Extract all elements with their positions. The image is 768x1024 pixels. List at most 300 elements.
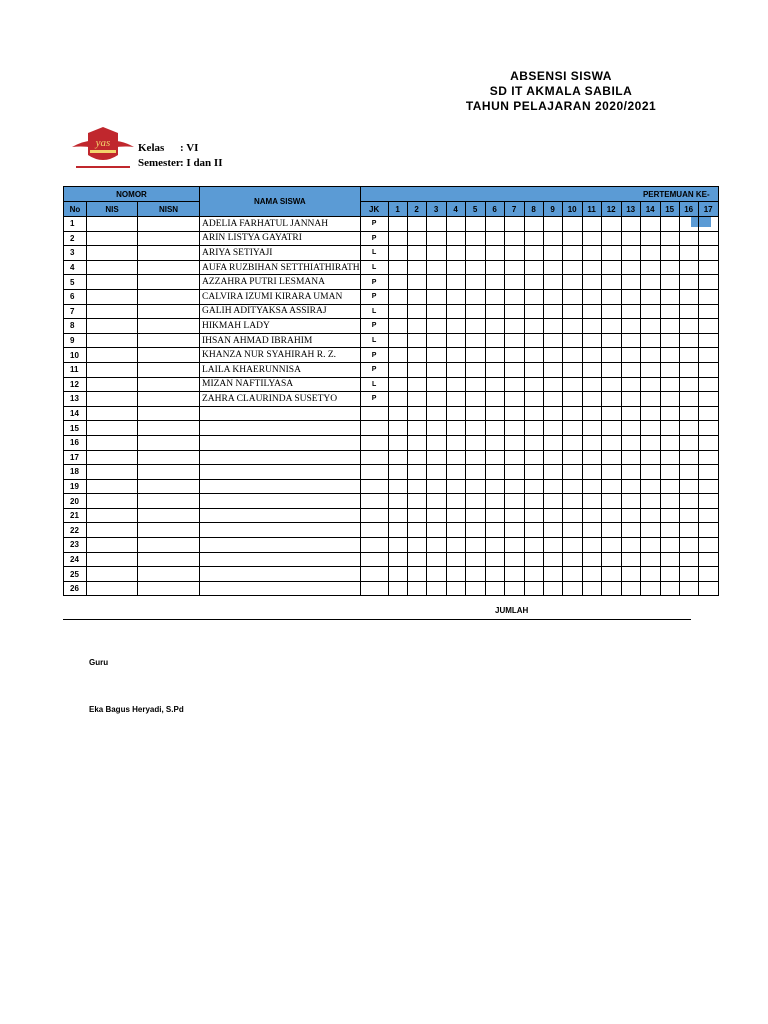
- attendance-cell[interactable]: [524, 465, 543, 480]
- attendance-cell[interactable]: [562, 275, 582, 290]
- attendance-cell[interactable]: [582, 289, 601, 304]
- attendance-cell[interactable]: [698, 538, 718, 553]
- attendance-cell[interactable]: [465, 217, 485, 232]
- attendance-cell[interactable]: [407, 289, 426, 304]
- attendance-cell[interactable]: [698, 465, 718, 480]
- attendance-cell[interactable]: [640, 348, 660, 363]
- attendance-cell[interactable]: [562, 319, 582, 334]
- attendance-cell[interactable]: [446, 552, 465, 567]
- attendance-cell[interactable]: [660, 260, 679, 275]
- attendance-cell[interactable]: [562, 246, 582, 261]
- attendance-cell[interactable]: [640, 465, 660, 480]
- attendance-cell[interactable]: [621, 523, 640, 538]
- attendance-cell[interactable]: [562, 435, 582, 450]
- attendance-cell[interactable]: [621, 392, 640, 407]
- attendance-cell[interactable]: [388, 392, 407, 407]
- attendance-cell[interactable]: [582, 319, 601, 334]
- attendance-cell[interactable]: [621, 377, 640, 392]
- attendance-cell[interactable]: [601, 246, 621, 261]
- attendance-cell[interactable]: [543, 552, 562, 567]
- attendance-cell[interactable]: [504, 494, 524, 509]
- attendance-cell[interactable]: [562, 333, 582, 348]
- attendance-cell[interactable]: [524, 275, 543, 290]
- attendance-cell[interactable]: [426, 304, 446, 319]
- attendance-cell[interactable]: [446, 362, 465, 377]
- attendance-cell[interactable]: [485, 523, 504, 538]
- attendance-cell[interactable]: [582, 406, 601, 421]
- attendance-cell[interactable]: [426, 508, 446, 523]
- attendance-cell[interactable]: [582, 479, 601, 494]
- attendance-cell[interactable]: [446, 406, 465, 421]
- attendance-cell[interactable]: [504, 581, 524, 596]
- attendance-cell[interactable]: [582, 567, 601, 582]
- attendance-cell[interactable]: [426, 362, 446, 377]
- attendance-cell[interactable]: [640, 260, 660, 275]
- attendance-cell[interactable]: [388, 508, 407, 523]
- attendance-cell[interactable]: [660, 377, 679, 392]
- attendance-cell[interactable]: [407, 275, 426, 290]
- attendance-cell[interactable]: [465, 289, 485, 304]
- attendance-cell[interactable]: [485, 508, 504, 523]
- attendance-cell[interactable]: [698, 289, 718, 304]
- attendance-cell[interactable]: [562, 450, 582, 465]
- attendance-cell[interactable]: [407, 406, 426, 421]
- attendance-cell[interactable]: [504, 217, 524, 232]
- attendance-cell[interactable]: [562, 421, 582, 436]
- attendance-cell[interactable]: [504, 406, 524, 421]
- attendance-cell[interactable]: [407, 392, 426, 407]
- attendance-cell[interactable]: [485, 348, 504, 363]
- attendance-cell[interactable]: [543, 246, 562, 261]
- attendance-cell[interactable]: [679, 479, 698, 494]
- attendance-cell[interactable]: [504, 275, 524, 290]
- attendance-cell[interactable]: [465, 231, 485, 246]
- attendance-cell[interactable]: [543, 465, 562, 480]
- attendance-cell[interactable]: [621, 581, 640, 596]
- attendance-cell[interactable]: [446, 260, 465, 275]
- attendance-cell[interactable]: [582, 450, 601, 465]
- attendance-cell[interactable]: [485, 260, 504, 275]
- attendance-cell[interactable]: [601, 392, 621, 407]
- attendance-cell[interactable]: [660, 362, 679, 377]
- attendance-cell[interactable]: [485, 465, 504, 480]
- attendance-cell[interactable]: [465, 319, 485, 334]
- attendance-cell[interactable]: [485, 567, 504, 582]
- attendance-cell[interactable]: [698, 260, 718, 275]
- attendance-cell[interactable]: [446, 450, 465, 465]
- attendance-cell[interactable]: [601, 538, 621, 553]
- attendance-cell[interactable]: [543, 421, 562, 436]
- attendance-cell[interactable]: [465, 421, 485, 436]
- attendance-cell[interactable]: [601, 465, 621, 480]
- attendance-cell[interactable]: [543, 538, 562, 553]
- attendance-cell[interactable]: [543, 479, 562, 494]
- attendance-cell[interactable]: [582, 304, 601, 319]
- attendance-cell[interactable]: [698, 581, 718, 596]
- attendance-cell[interactable]: [446, 246, 465, 261]
- attendance-cell[interactable]: [426, 581, 446, 596]
- attendance-cell[interactable]: [679, 275, 698, 290]
- attendance-cell[interactable]: [562, 217, 582, 232]
- attendance-cell[interactable]: [698, 406, 718, 421]
- attendance-cell[interactable]: [543, 567, 562, 582]
- attendance-cell[interactable]: [446, 319, 465, 334]
- attendance-cell[interactable]: [543, 260, 562, 275]
- attendance-cell[interactable]: [407, 494, 426, 509]
- attendance-cell[interactable]: [388, 275, 407, 290]
- attendance-cell[interactable]: [660, 435, 679, 450]
- attendance-cell[interactable]: [524, 538, 543, 553]
- attendance-cell[interactable]: [504, 231, 524, 246]
- attendance-cell[interactable]: [524, 217, 543, 232]
- attendance-cell[interactable]: [485, 435, 504, 450]
- attendance-cell[interactable]: [426, 421, 446, 436]
- attendance-cell[interactable]: [485, 392, 504, 407]
- attendance-cell[interactable]: [426, 538, 446, 553]
- attendance-cell[interactable]: [388, 406, 407, 421]
- attendance-cell[interactable]: [621, 435, 640, 450]
- attendance-cell[interactable]: [698, 246, 718, 261]
- attendance-cell[interactable]: [679, 377, 698, 392]
- attendance-cell[interactable]: [407, 435, 426, 450]
- attendance-cell[interactable]: [465, 333, 485, 348]
- attendance-cell[interactable]: [543, 392, 562, 407]
- attendance-cell[interactable]: [698, 479, 718, 494]
- attendance-cell[interactable]: [524, 319, 543, 334]
- attendance-cell[interactable]: [543, 319, 562, 334]
- attendance-cell[interactable]: [407, 231, 426, 246]
- attendance-cell[interactable]: [601, 581, 621, 596]
- attendance-cell[interactable]: [660, 392, 679, 407]
- attendance-cell[interactable]: [388, 581, 407, 596]
- attendance-cell[interactable]: [562, 479, 582, 494]
- attendance-cell[interactable]: [640, 246, 660, 261]
- attendance-cell[interactable]: [660, 552, 679, 567]
- attendance-cell[interactable]: [446, 377, 465, 392]
- attendance-cell[interactable]: [640, 333, 660, 348]
- attendance-cell[interactable]: [504, 435, 524, 450]
- attendance-cell[interactable]: [562, 289, 582, 304]
- attendance-cell[interactable]: [660, 275, 679, 290]
- attendance-cell[interactable]: [660, 246, 679, 261]
- attendance-cell[interactable]: [504, 289, 524, 304]
- attendance-cell[interactable]: [621, 260, 640, 275]
- attendance-cell[interactable]: [582, 581, 601, 596]
- attendance-cell[interactable]: [660, 465, 679, 480]
- attendance-cell[interactable]: [640, 494, 660, 509]
- attendance-cell[interactable]: [407, 567, 426, 582]
- attendance-cell[interactable]: [660, 319, 679, 334]
- attendance-cell[interactable]: [388, 289, 407, 304]
- attendance-cell[interactable]: [621, 494, 640, 509]
- attendance-cell[interactable]: [582, 348, 601, 363]
- attendance-cell[interactable]: [582, 260, 601, 275]
- attendance-cell[interactable]: [504, 479, 524, 494]
- attendance-cell[interactable]: [601, 275, 621, 290]
- attendance-cell[interactable]: [465, 246, 485, 261]
- attendance-cell[interactable]: [698, 217, 718, 232]
- attendance-cell[interactable]: [582, 217, 601, 232]
- attendance-cell[interactable]: [640, 435, 660, 450]
- attendance-cell[interactable]: [485, 246, 504, 261]
- attendance-cell[interactable]: [543, 406, 562, 421]
- attendance-cell[interactable]: [640, 392, 660, 407]
- attendance-cell[interactable]: [660, 479, 679, 494]
- attendance-cell[interactable]: [407, 246, 426, 261]
- attendance-cell[interactable]: [621, 289, 640, 304]
- attendance-cell[interactable]: [407, 333, 426, 348]
- attendance-cell[interactable]: [504, 260, 524, 275]
- attendance-cell[interactable]: [543, 217, 562, 232]
- attendance-cell[interactable]: [388, 304, 407, 319]
- attendance-cell[interactable]: [698, 377, 718, 392]
- attendance-cell[interactable]: [465, 494, 485, 509]
- attendance-cell[interactable]: [465, 304, 485, 319]
- attendance-cell[interactable]: [465, 362, 485, 377]
- attendance-cell[interactable]: [407, 523, 426, 538]
- attendance-cell[interactable]: [562, 406, 582, 421]
- attendance-cell[interactable]: [660, 450, 679, 465]
- attendance-cell[interactable]: [698, 508, 718, 523]
- attendance-cell[interactable]: [426, 333, 446, 348]
- attendance-cell[interactable]: [524, 435, 543, 450]
- attendance-cell[interactable]: [426, 217, 446, 232]
- attendance-cell[interactable]: [388, 217, 407, 232]
- attendance-cell[interactable]: [446, 479, 465, 494]
- attendance-cell[interactable]: [524, 333, 543, 348]
- attendance-cell[interactable]: [465, 508, 485, 523]
- attendance-cell[interactable]: [601, 450, 621, 465]
- attendance-cell[interactable]: [601, 508, 621, 523]
- attendance-cell[interactable]: [601, 479, 621, 494]
- attendance-cell[interactable]: [679, 567, 698, 582]
- attendance-cell[interactable]: [621, 508, 640, 523]
- attendance-cell[interactable]: [426, 289, 446, 304]
- attendance-cell[interactable]: [601, 567, 621, 582]
- attendance-cell[interactable]: [698, 567, 718, 582]
- attendance-cell[interactable]: [679, 348, 698, 363]
- attendance-cell[interactable]: [601, 217, 621, 232]
- attendance-cell[interactable]: [640, 289, 660, 304]
- attendance-cell[interactable]: [485, 304, 504, 319]
- attendance-cell[interactable]: [388, 260, 407, 275]
- attendance-cell[interactable]: [601, 231, 621, 246]
- attendance-cell[interactable]: [698, 552, 718, 567]
- attendance-cell[interactable]: [446, 333, 465, 348]
- attendance-cell[interactable]: [660, 304, 679, 319]
- attendance-cell[interactable]: [504, 552, 524, 567]
- attendance-cell[interactable]: [407, 217, 426, 232]
- attendance-cell[interactable]: [562, 377, 582, 392]
- attendance-cell[interactable]: [504, 450, 524, 465]
- attendance-cell[interactable]: [388, 552, 407, 567]
- attendance-cell[interactable]: [582, 494, 601, 509]
- attendance-cell[interactable]: [601, 304, 621, 319]
- attendance-cell[interactable]: [582, 523, 601, 538]
- attendance-cell[interactable]: [582, 435, 601, 450]
- attendance-cell[interactable]: [426, 523, 446, 538]
- attendance-cell[interactable]: [582, 231, 601, 246]
- attendance-cell[interactable]: [485, 494, 504, 509]
- attendance-cell[interactable]: [698, 333, 718, 348]
- attendance-cell[interactable]: [485, 479, 504, 494]
- attendance-cell[interactable]: [485, 421, 504, 436]
- attendance-cell[interactable]: [388, 435, 407, 450]
- attendance-cell[interactable]: [601, 377, 621, 392]
- attendance-cell[interactable]: [426, 567, 446, 582]
- attendance-cell[interactable]: [621, 231, 640, 246]
- attendance-cell[interactable]: [485, 333, 504, 348]
- attendance-cell[interactable]: [426, 465, 446, 480]
- attendance-cell[interactable]: [582, 421, 601, 436]
- attendance-cell[interactable]: [465, 377, 485, 392]
- attendance-cell[interactable]: [621, 567, 640, 582]
- attendance-cell[interactable]: [524, 494, 543, 509]
- attendance-cell[interactable]: [621, 552, 640, 567]
- attendance-cell[interactable]: [582, 508, 601, 523]
- attendance-cell[interactable]: [679, 392, 698, 407]
- attendance-cell[interactable]: [524, 392, 543, 407]
- attendance-cell[interactable]: [660, 567, 679, 582]
- attendance-cell[interactable]: [524, 581, 543, 596]
- attendance-cell[interactable]: [426, 435, 446, 450]
- attendance-cell[interactable]: [562, 362, 582, 377]
- attendance-cell[interactable]: [582, 362, 601, 377]
- attendance-cell[interactable]: [407, 319, 426, 334]
- attendance-cell[interactable]: [601, 348, 621, 363]
- attendance-cell[interactable]: [640, 538, 660, 553]
- attendance-cell[interactable]: [621, 421, 640, 436]
- attendance-cell[interactable]: [504, 523, 524, 538]
- attendance-cell[interactable]: [485, 319, 504, 334]
- attendance-cell[interactable]: [524, 246, 543, 261]
- attendance-cell[interactable]: [524, 289, 543, 304]
- attendance-cell[interactable]: [660, 289, 679, 304]
- attendance-cell[interactable]: [465, 435, 485, 450]
- attendance-cell[interactable]: [698, 231, 718, 246]
- attendance-cell[interactable]: [582, 333, 601, 348]
- attendance-cell[interactable]: [660, 494, 679, 509]
- attendance-cell[interactable]: [660, 523, 679, 538]
- attendance-cell[interactable]: [465, 523, 485, 538]
- attendance-cell[interactable]: [640, 508, 660, 523]
- attendance-cell[interactable]: [601, 260, 621, 275]
- attendance-cell[interactable]: [426, 552, 446, 567]
- attendance-cell[interactable]: [660, 217, 679, 232]
- attendance-cell[interactable]: [485, 538, 504, 553]
- attendance-cell[interactable]: [543, 362, 562, 377]
- attendance-cell[interactable]: [465, 450, 485, 465]
- attendance-cell[interactable]: [504, 304, 524, 319]
- attendance-cell[interactable]: [543, 581, 562, 596]
- attendance-cell[interactable]: [601, 362, 621, 377]
- attendance-cell[interactable]: [660, 333, 679, 348]
- attendance-cell[interactable]: [407, 450, 426, 465]
- attendance-cell[interactable]: [407, 348, 426, 363]
- attendance-cell[interactable]: [679, 319, 698, 334]
- attendance-cell[interactable]: [679, 304, 698, 319]
- attendance-cell[interactable]: [621, 333, 640, 348]
- attendance-cell[interactable]: [621, 450, 640, 465]
- attendance-cell[interactable]: [640, 231, 660, 246]
- attendance-cell[interactable]: [698, 421, 718, 436]
- attendance-cell[interactable]: [407, 304, 426, 319]
- attendance-cell[interactable]: [601, 494, 621, 509]
- attendance-cell[interactable]: [388, 450, 407, 465]
- attendance-cell[interactable]: [543, 304, 562, 319]
- attendance-cell[interactable]: [543, 377, 562, 392]
- attendance-cell[interactable]: [446, 217, 465, 232]
- attendance-cell[interactable]: [621, 275, 640, 290]
- attendance-cell[interactable]: [407, 552, 426, 567]
- attendance-cell[interactable]: [698, 348, 718, 363]
- attendance-cell[interactable]: [640, 377, 660, 392]
- attendance-cell[interactable]: [426, 260, 446, 275]
- attendance-cell[interactable]: [601, 552, 621, 567]
- attendance-cell[interactable]: [698, 494, 718, 509]
- attendance-cell[interactable]: [407, 508, 426, 523]
- attendance-cell[interactable]: [465, 260, 485, 275]
- attendance-cell[interactable]: [426, 275, 446, 290]
- attendance-cell[interactable]: [679, 333, 698, 348]
- attendance-cell[interactable]: [601, 333, 621, 348]
- attendance-cell[interactable]: [485, 406, 504, 421]
- attendance-cell[interactable]: [465, 465, 485, 480]
- attendance-cell[interactable]: [660, 348, 679, 363]
- attendance-cell[interactable]: [562, 494, 582, 509]
- attendance-cell[interactable]: [562, 304, 582, 319]
- attendance-cell[interactable]: [485, 289, 504, 304]
- attendance-cell[interactable]: [485, 581, 504, 596]
- attendance-cell[interactable]: [446, 348, 465, 363]
- attendance-cell[interactable]: [543, 450, 562, 465]
- attendance-cell[interactable]: [388, 523, 407, 538]
- attendance-cell[interactable]: [679, 538, 698, 553]
- attendance-cell[interactable]: [640, 304, 660, 319]
- attendance-cell[interactable]: [407, 581, 426, 596]
- attendance-cell[interactable]: [524, 508, 543, 523]
- attendance-cell[interactable]: [562, 567, 582, 582]
- attendance-cell[interactable]: [388, 421, 407, 436]
- attendance-cell[interactable]: [621, 406, 640, 421]
- attendance-cell[interactable]: [504, 392, 524, 407]
- attendance-cell[interactable]: [407, 479, 426, 494]
- attendance-cell[interactable]: [524, 377, 543, 392]
- attendance-cell[interactable]: [446, 231, 465, 246]
- attendance-cell[interactable]: [698, 362, 718, 377]
- attendance-cell[interactable]: [640, 319, 660, 334]
- attendance-cell[interactable]: [679, 581, 698, 596]
- attendance-cell[interactable]: [388, 465, 407, 480]
- attendance-cell[interactable]: [426, 406, 446, 421]
- attendance-cell[interactable]: [465, 275, 485, 290]
- attendance-cell[interactable]: [407, 377, 426, 392]
- attendance-cell[interactable]: [562, 508, 582, 523]
- attendance-cell[interactable]: [504, 508, 524, 523]
- attendance-cell[interactable]: [407, 362, 426, 377]
- attendance-cell[interactable]: [388, 348, 407, 363]
- attendance-cell[interactable]: [621, 319, 640, 334]
- attendance-cell[interactable]: [543, 231, 562, 246]
- attendance-cell[interactable]: [446, 465, 465, 480]
- attendance-cell[interactable]: [679, 508, 698, 523]
- attendance-cell[interactable]: [465, 406, 485, 421]
- attendance-cell[interactable]: [679, 231, 698, 246]
- attendance-cell[interactable]: [524, 450, 543, 465]
- attendance-cell[interactable]: [660, 581, 679, 596]
- attendance-cell[interactable]: [640, 275, 660, 290]
- attendance-cell[interactable]: [426, 392, 446, 407]
